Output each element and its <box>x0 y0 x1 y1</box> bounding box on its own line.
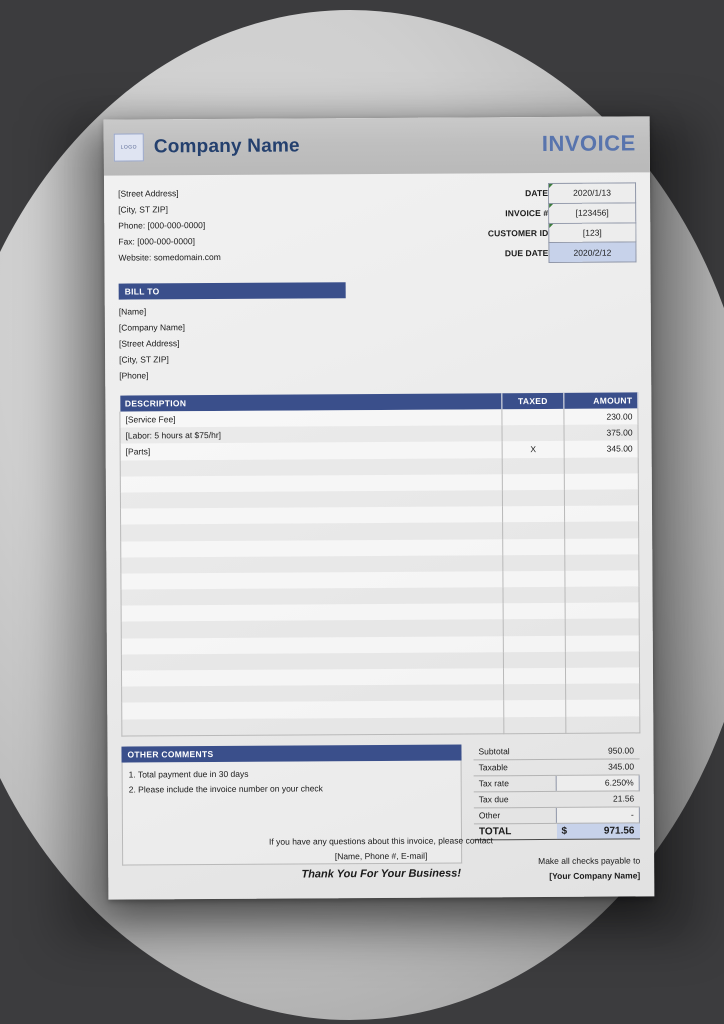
meta-value-due-date[interactable] <box>549 242 636 262</box>
other-comments-heading: OTHER COMMENTS <box>121 744 461 762</box>
line-item-taxed <box>503 652 565 669</box>
column-header-description: DESCRIPTION <box>120 393 502 411</box>
bill-to-line: [Company Name] <box>118 322 186 333</box>
meta-label-invoice-number: INVOICE # <box>505 208 549 219</box>
footer-contact-line: If you have any questions about this invoice, please contact <box>269 835 494 847</box>
line-item-taxed <box>502 474 564 491</box>
comment-corner-icon <box>549 204 553 208</box>
line-item-taxed <box>502 409 564 426</box>
footer-thanks: Thank You For Your Business! <box>301 867 462 881</box>
meta-row <box>488 203 636 224</box>
line-item-amount <box>564 506 638 523</box>
totals-row-tax-rate <box>474 775 640 792</box>
line-item-amount: 230.00 <box>564 408 638 425</box>
comment-corner-icon <box>549 223 553 227</box>
totals-value-other[interactable]: - <box>556 807 639 824</box>
line-item-taxed <box>503 522 565 539</box>
totals-table <box>473 743 640 840</box>
sender-and-meta <box>104 172 651 271</box>
line-item-description: [Labor: 5 hours at $75/hr] <box>120 425 502 444</box>
line-item-amount <box>565 635 639 652</box>
meta-value-invoice-number[interactable] <box>549 203 636 223</box>
line-item-amount <box>565 619 639 636</box>
line-item-taxed <box>503 587 565 604</box>
invoice-meta-table <box>488 182 637 263</box>
line-item-taxed <box>503 603 565 620</box>
bill-to-heading: BILL TO <box>119 282 346 299</box>
line-items-table <box>119 392 640 736</box>
totals-row-other <box>474 807 640 824</box>
line-item-taxed <box>504 700 566 717</box>
logo-label: LOGO <box>120 144 138 151</box>
line-item-amount <box>564 489 638 506</box>
footer-contact-placeholder: [Name, Phone #, E-mail] <box>334 850 428 862</box>
line-item-amount <box>564 473 638 490</box>
line-item-taxed <box>502 490 564 507</box>
line-item-description: [Parts] <box>120 442 502 461</box>
sender-address-block <box>118 185 221 266</box>
line-item-amount <box>565 522 639 539</box>
line-item-description: [Service Fee] <box>120 409 502 428</box>
line-item-taxed <box>503 668 565 685</box>
line-item-taxed <box>502 506 564 523</box>
totals-label-subtotal: Subtotal <box>473 744 556 760</box>
logo-placeholder-icon <box>114 133 144 161</box>
bill-to-line: [Phone] <box>119 370 149 381</box>
line-item-amount <box>565 603 639 620</box>
line-item-taxed: X <box>502 441 564 458</box>
bill-to-line: [City, ST ZIP] <box>119 354 169 365</box>
meta-label-date: DATE <box>525 188 549 199</box>
payable-line-2: [Your Company Name] <box>549 870 641 881</box>
line-item-row[interactable] <box>122 716 640 736</box>
meta-row <box>488 183 636 204</box>
sender-line: Fax: [000-000-0000] <box>118 236 195 247</box>
company-name: Company Name <box>153 135 300 158</box>
totals-value-tax-due: 21.56 <box>556 791 639 808</box>
bill-to-line: [Name] <box>118 306 147 317</box>
totals-value-subtotal: 950.00 <box>556 743 639 759</box>
document-footer <box>108 832 654 883</box>
meta-value-customer-id[interactable] <box>549 222 636 242</box>
totals-label-tax-rate: Tax rate <box>474 775 557 792</box>
column-header-taxed: TAXED <box>502 393 564 409</box>
meta-label-due-date: DUE DATE <box>504 247 549 258</box>
meta-value-customer-id-text: [123] <box>582 227 602 238</box>
line-item-taxed <box>502 457 564 474</box>
meta-row <box>488 222 636 243</box>
totals-label-taxable: Taxable <box>474 759 557 776</box>
line-item-amount <box>565 586 639 603</box>
line-item-amount <box>564 457 638 474</box>
totals-value-tax-rate[interactable]: 6.250% <box>556 775 639 792</box>
line-item-amount <box>565 554 639 571</box>
sender-line: Website: somedomain.com <box>118 251 221 263</box>
meta-value-invoice-number-text: [123456] <box>575 207 609 218</box>
line-item-taxed <box>504 684 566 701</box>
meta-value-date[interactable] <box>549 183 636 203</box>
line-item-amount <box>565 570 639 587</box>
meta-label-customer-id: CUSTOMER ID <box>487 227 549 239</box>
bill-to-block <box>119 300 637 383</box>
line-item-taxed <box>503 619 565 636</box>
currency-symbol: $ <box>561 825 568 837</box>
line-item-amount <box>565 538 639 555</box>
line-item-amount <box>565 651 639 668</box>
line-item-taxed <box>503 555 565 572</box>
line-items-body <box>120 408 640 735</box>
meta-value-due-date-text: 2020/2/12 <box>573 247 612 258</box>
line-item-taxed <box>504 716 566 733</box>
payable-line-1: Make all checks payable to <box>538 855 641 866</box>
line-item-amount <box>566 684 640 701</box>
comment-line: 1. Total payment due in 30 days <box>128 768 249 780</box>
bill-to-line: [Street Address] <box>118 338 180 349</box>
line-item-amount <box>566 700 640 717</box>
totals-label-other: Other <box>474 807 557 824</box>
sender-line: [Street Address] <box>118 188 179 199</box>
document-title: INVOICE <box>541 130 636 156</box>
column-header-amount: AMOUNT <box>564 392 638 408</box>
line-item-amount <box>565 667 639 684</box>
line-item-amount: 345.00 <box>564 441 638 458</box>
sender-line: Phone: [000-000-0000] <box>118 220 206 231</box>
line-item-taxed <box>503 538 565 555</box>
line-item-taxed <box>503 571 565 588</box>
line-item-description <box>122 717 504 736</box>
totals-row-subtotal <box>473 743 639 760</box>
totals-row-taxable <box>474 759 640 776</box>
line-item-taxed <box>503 635 565 652</box>
sender-line: [City, ST ZIP] <box>118 204 168 215</box>
total-amount-text: 971.56 <box>603 825 635 837</box>
comment-line: 2. Please include the invoice number on your check <box>128 783 323 795</box>
line-item-taxed <box>502 425 564 442</box>
meta-value-date-text: 2020/1/13 <box>573 187 612 199</box>
line-item-amount: 375.00 <box>564 425 638 442</box>
totals-label-tax-due: Tax due <box>474 791 557 808</box>
totals-value-taxable: 345.00 <box>556 759 639 776</box>
totals-label-total: TOTAL <box>474 823 557 840</box>
invoice-document <box>104 116 655 899</box>
meta-row <box>488 242 636 263</box>
document-header <box>104 116 650 175</box>
totals-row-tax-due <box>474 791 640 808</box>
line-item-amount <box>566 716 640 733</box>
comment-corner-icon <box>549 184 553 188</box>
